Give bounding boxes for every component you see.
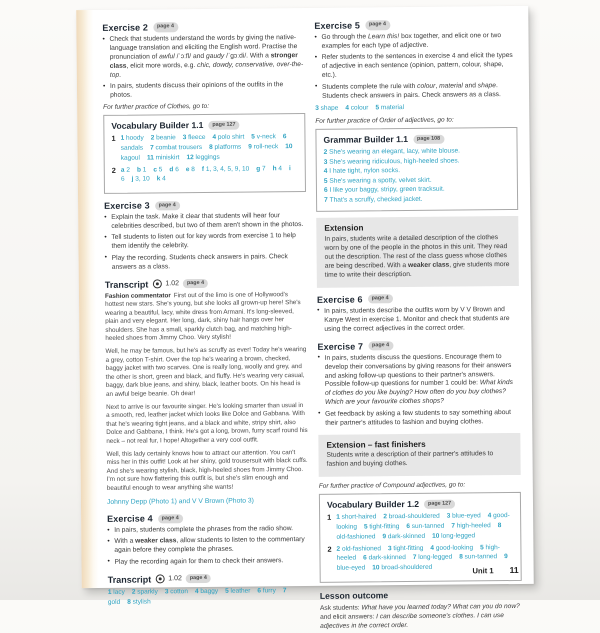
transcript-paragraph: Well, this lady certainly knows how to attract our attention. You can't miss her in this outfit! Look at her shiny, gold trousersuit with black cuffs. And she's wearing stylish, black, high-heeled shoes from Jimmy Choo. I'm not sure how flattering this outfit is, but she's slim enough and beautiful enough to wear anything she wants!	[106, 448, 308, 492]
extension-title: Extension	[324, 223, 364, 234]
grammar-builder-1-1-box	[315, 127, 518, 212]
vocabulary-builder-1-2-heading	[327, 498, 513, 510]
extension-box	[316, 216, 519, 287]
answer-text: tight-fitting	[393, 544, 424, 552]
answer-number: 5	[251, 133, 257, 141]
answer-text: miniskirt	[155, 153, 180, 162]
answer-text: good-looking	[336, 512, 510, 531]
answer-text: dark-skinned	[368, 554, 406, 562]
answer-number: 10	[372, 564, 382, 572]
answer-number: 3	[315, 105, 321, 113]
answer-text: beanie	[156, 134, 176, 142]
extension-fast-finishers-title: Extension – fast finishers	[326, 439, 426, 450]
bullet-item: • Play the recording again for them to check their answers.	[108, 557, 310, 568]
answer-number: 9	[504, 553, 508, 561]
scanned-book-page	[76, 6, 534, 630]
answer-number: 3	[446, 512, 453, 520]
answer-text: 3, 10	[135, 175, 150, 183]
exercise-3-answer: Johnny Depp (Photo 1) and V V Brown (Photo 3)	[106, 497, 254, 506]
answer-text: fleece	[188, 134, 206, 142]
answer-text: kagoul	[120, 154, 140, 162]
answer-line: 7 That's a scruffy, checked jacket.	[324, 195, 423, 204]
page-badge: page 4	[158, 514, 183, 523]
transcript-1-heading	[105, 278, 307, 290]
answer-number: 4	[345, 104, 351, 112]
answer-number: 10	[432, 532, 442, 540]
answer-text: 7	[261, 164, 266, 172]
exercise-5-bullets	[314, 32, 517, 102]
answer-text: gold	[107, 598, 121, 606]
audio-disc-icon	[152, 280, 161, 289]
answer-number: e	[185, 165, 192, 173]
extension-text: In pairs, students write a detailed description of the clothes worn by one of the people in the photos in this unit. They read out the description. The rest of the class guess whose clothes are being described. With a weaker class, give students more time to write their description.	[324, 233, 510, 279]
answer-text: dark-skinned	[387, 532, 426, 540]
answer-number: 8	[459, 553, 465, 561]
exercise-7-title: Exercise 7	[317, 341, 364, 352]
answer-text: long-legged	[441, 532, 476, 540]
grammar-builder-1-1-heading	[323, 133, 509, 145]
exercise-5-title: Exercise 5	[314, 20, 360, 31]
answer-text: material	[380, 104, 405, 112]
answer-number: 11	[146, 154, 156, 162]
vocabulary-builder-1-2-answers	[327, 511, 514, 576]
extension-fast-finishers-text: Students write a description of their partner's attitudes to fashion and buying clothes.	[326, 450, 494, 469]
left-column	[102, 21, 309, 606]
row-number: 1	[327, 513, 332, 523]
row-number: 2	[327, 544, 332, 554]
answer-text: long-legged	[418, 553, 453, 562]
page-badge: page 4	[368, 294, 393, 303]
answer-number: 6	[257, 587, 263, 595]
page-badge: page 4	[186, 574, 211, 583]
page-badge: page 4	[183, 279, 208, 288]
page-badge: page 4	[365, 21, 390, 30]
answer-number: j	[131, 175, 136, 183]
exercise-7-heading	[317, 340, 519, 352]
answer-number: 3	[387, 544, 394, 552]
answer-text: combat trousers	[155, 144, 203, 152]
answer-text: blue-eyed	[336, 564, 366, 572]
answer-text: hoody	[125, 134, 144, 142]
answer-number: 2	[131, 588, 138, 596]
bullet-item: • Play the recording. Students check answers in pairs. Check answers as a class.	[105, 253, 307, 273]
transcript-paragraph: Next to arrive is our favourite singer. He's looking smarter than usual in a smooth, red, leather jacket which looks like Dolce and Gabbana. With that he's wearing tight jeans, and a black and white, stripy shirt, also Dolce and Gabbana, I think. He's got a long, brown, furry scarf round his neck – not real fur, I hope! Altogether a very cool outfit.	[106, 401, 308, 445]
exercise-4-answers	[108, 586, 310, 607]
answer-number: 2	[336, 545, 342, 553]
answer-text: broad-shouldered	[388, 512, 440, 521]
answer-number: 5	[225, 587, 231, 595]
answer-text: 8	[191, 165, 195, 173]
audio-track-number: 1.02	[165, 280, 180, 288]
answer-text: 4	[162, 175, 166, 183]
practice-note-order-of-adjectives: For further practice of Order of adjectives, go to:	[315, 116, 454, 125]
exercise-3-bullets	[104, 212, 307, 273]
answer-text: colour	[350, 104, 369, 112]
bullet-item: • Explain the task. Make it clear that students will hear four celebrities described, but two of them aren't shown in the photos.	[104, 212, 306, 232]
answer-text: leggings	[195, 153, 220, 161]
audio-disc-icon	[155, 575, 164, 584]
answer-number: 5	[375, 104, 381, 112]
answer-number: b	[136, 166, 143, 174]
exercise-3-heading	[104, 199, 306, 211]
answer-number: 1	[107, 588, 114, 596]
transcript-text: First out of the limo is one of Hollywood's hottest new stars. She's young, but she looks all grown-up here! She's wearing a beautiful, lacy, white dress from Armani. It's long-sleeved, plain and very elegant. Her long, dark, shiny hair hangs over her shoulders. She has a small, sparkly clutch bag, and matching high-heeled shoes from Jimmy Choo. Very stylish!	[105, 291, 301, 343]
answer-number: 9	[248, 143, 254, 151]
answer-text: tight-fitting	[369, 523, 400, 531]
row-answers	[336, 511, 513, 542]
transcript-paragraph	[105, 291, 307, 344]
answer-text: 4	[278, 164, 283, 172]
answer-text: shape	[320, 104, 339, 113]
grammar-builder-1-1-title: Grammar Builder 1.1	[323, 134, 409, 145]
vocabulary-builder-1-1-box	[103, 113, 306, 194]
speaker-label: Fashion commentator	[104, 292, 171, 300]
audio-track-number: 1.02	[168, 575, 182, 583]
answer-line: 6 I like your baggy, stripy, green tracksuit.	[323, 185, 445, 195]
bullet-item: • Go through the Learn this! box together, and elicit one or two examples for each type of adjective.	[314, 32, 516, 52]
page-badge: page 4	[155, 201, 180, 210]
page-number: 11	[509, 564, 519, 576]
answer-number: g	[256, 164, 263, 172]
answer-text: 6	[175, 165, 179, 173]
answer-number: f	[201, 165, 206, 173]
bullet-item: • With a weaker class, allow students to listen to the commentary again before they complete the phrases.	[107, 536, 309, 556]
practice-note-clothes: For further practice of Clothes, go to:	[103, 103, 210, 112]
vocabulary-builder-1-1-heading	[111, 119, 297, 131]
answer-line: 3 She's wearing ridiculous, high-heeled shoes.	[323, 157, 460, 166]
lesson-outcome-title: Lesson outcome	[319, 589, 389, 601]
answer-number: 2	[150, 134, 157, 142]
answer-text: sparkly	[137, 588, 158, 596]
answer-number: 4	[194, 587, 201, 595]
answer-text: v-neck	[256, 133, 276, 141]
answer-number: 5	[480, 543, 486, 551]
bullet-item: • In pairs, students complete the phrases from the radio show.	[107, 525, 309, 536]
exercise-5-answers	[315, 102, 517, 114]
row-answers	[121, 164, 298, 185]
answer-number: d	[169, 165, 176, 173]
answer-number: 3	[182, 134, 189, 142]
answer-number: 4	[487, 512, 494, 520]
page-spine-edge	[76, 10, 99, 588]
answer-number: 12	[186, 153, 196, 161]
answer-text: leather	[230, 587, 251, 595]
transcript-paragraph: Well, he may be famous, but he's as scruffy as ever! Today he's wearing a grey, cotton T-shirt. Over the top he's wearing a brown, checked, baggy jacket with two scarves. One is really long, woolly and grey, and the other is short, green and black, and fluffy. He's wearing very casual, baggy, dark blue jeans, and shiny, black, leather boots. On his head is an awful beige beanie. Oh dear!	[105, 346, 307, 398]
page-badge: page 127	[208, 120, 239, 129]
answer-text: old-fashioned	[336, 533, 376, 541]
exercise-7-bullets	[318, 353, 521, 429]
answer-text: roll-neck	[253, 143, 279, 151]
transcript-2-heading	[108, 573, 310, 585]
answer-text: polo shirt	[217, 133, 245, 142]
answer-text: cotton	[170, 588, 188, 596]
bullet-item: • Get feedback by asking a few students to say something about their partner's attitudes to fashion and buying clothes.	[318, 409, 520, 429]
answer-number: 6	[282, 133, 287, 141]
answer-number: 9	[382, 532, 388, 541]
exercise-6-bullets	[317, 306, 519, 335]
row-answers	[121, 132, 298, 163]
answer-number: c	[153, 165, 159, 173]
answer-text: 2	[126, 166, 130, 174]
bullet-item: • Check that students understand the words by giving the native-language translation and eliciting the English word. Practise the pronunciation of awful /ˈɔːfl/ and gaudy /ˈɡɔːdi/. With a stronger class, elicit more words, e.g. chic, dowdy, conservative, over-the-top.	[102, 34, 304, 81]
answer-text: 6	[120, 176, 125, 184]
exercise-2-bullets	[102, 34, 305, 101]
answer-text: 1	[142, 166, 147, 174]
bullet-item: • Refer students to the sentences in exercise 4 and elicit the types of adjective in each sentence (opinion, pattern, colour, shape, etc.).	[315, 52, 517, 81]
page-badge: page 127	[424, 499, 455, 508]
answer-line: 2 She's wearing an elegant, lacy, white blouse.	[323, 147, 461, 156]
exercise-3-title: Exercise 3	[104, 200, 150, 211]
answer-number: 6	[363, 554, 369, 562]
row-number: 1	[111, 134, 116, 144]
extension-fast-finishers-box	[318, 433, 520, 477]
answer-number: 4	[212, 134, 218, 142]
answer-row	[111, 132, 297, 163]
answer-number: 8	[209, 143, 215, 151]
answer-text: furry	[262, 587, 276, 595]
page-badge: page 108	[413, 134, 444, 143]
answer-text: sun-tanned	[464, 553, 498, 561]
answer-text: short-haired	[341, 513, 377, 521]
grammar-builder-1-1-answers	[324, 146, 511, 205]
answer-text: baggy	[200, 587, 219, 595]
answer-number: 8	[127, 598, 133, 606]
answer-number: 10	[285, 143, 293, 151]
bullet-item: • In pairs, students discuss the questions. Encourage them to develop their conversations by giving reasons for their answers and asking follow-up questions to their partner's answers. Possible follow-up questions for number 1 could be: What kinds of clothes do you like buying? How often do you buy clothes? Which are your favourite clothes shops?	[318, 353, 521, 409]
answer-number: 4	[430, 544, 436, 552]
bullet-item: • Students complete the rule with colour, material and shape. Students check answers in pairs. Check answers as a class.	[315, 82, 517, 102]
bullet-item: • In pairs, students describe the outfits worn by V V Brown and Kanye West in exercise 1. Monitor and check that students are using the correct adjectives in the correct order.	[317, 306, 519, 335]
answer-number: 7	[451, 522, 457, 530]
practice-note-compound-adjectives: For further practice of Compound adjectives, go to:	[318, 481, 466, 491]
answer-line: 4 I hate tight, nylon socks.	[323, 167, 401, 175]
answer-number: 1	[120, 134, 127, 143]
answer-text: platforms	[214, 143, 242, 151]
answer-number: k	[156, 175, 163, 183]
page-badge: page 4	[153, 23, 178, 32]
answer-number: 7	[150, 144, 156, 152]
vocabulary-builder-1-1-answers	[111, 132, 297, 185]
answer-text: high-heeled	[456, 522, 491, 530]
answer-text: 5	[158, 165, 163, 173]
exercise-4-heading	[107, 512, 309, 524]
answer-number: 7	[282, 587, 287, 595]
lesson-outcome-text: Ask students: What have you learned today? What can you do now? and elicit answers: I can describe someone's clothes. I can use adjectives in the correct order.	[319, 602, 520, 630]
transcript-1-title: Transcript	[104, 279, 149, 290]
answer-text: good-looking	[435, 543, 474, 552]
exercise-2-title: Exercise 2	[102, 22, 149, 33]
vocabulary-builder-1-2-title: Vocabulary Builder 1.2	[326, 499, 420, 511]
answer-text: blue-eyed	[452, 512, 481, 520]
answer-number: a	[120, 166, 127, 174]
answer-line: 5 She's wearing a spotty, velvet skirt.	[323, 176, 432, 185]
bullet-item: • In pairs, students discuss their opinions of the outfits in the photos.	[103, 81, 305, 101]
transcript-2-title: Transcript	[107, 574, 152, 585]
exercise-2-heading	[102, 21, 304, 33]
answer-text: broad-shouldered	[381, 563, 433, 572]
answer-number: 7	[412, 554, 419, 562]
answer-number: 5	[363, 523, 370, 531]
answer-row	[327, 511, 513, 542]
exercise-6-title: Exercise 6	[316, 294, 363, 305]
exercise-5-heading	[314, 19, 516, 31]
page-badge: page 4	[368, 341, 393, 350]
exercise-4-title: Exercise 4	[107, 513, 153, 524]
bullet-item: • Tell students to listen out for key words from exercise 1 to help them identify the celebrity.	[104, 232, 306, 252]
answer-number: 3	[164, 588, 171, 596]
answer-number: i	[288, 164, 291, 172]
page-footer	[472, 565, 518, 575]
answer-text: lacy	[113, 588, 125, 596]
answer-number: 8	[497, 522, 502, 530]
exercise-4-bullets	[107, 525, 309, 568]
answer-row	[112, 164, 298, 185]
row-number: 2	[111, 165, 116, 175]
answer-text: sandals	[120, 144, 144, 152]
unit-label: Unit 1	[472, 566, 494, 576]
answer-number: 2	[383, 513, 389, 521]
answer-text: stylish	[132, 598, 151, 606]
answer-text: high-heeled	[336, 543, 500, 562]
answer-number: h	[272, 164, 279, 172]
exercise-6-heading	[317, 293, 519, 305]
answer-text: 1, 3, 4, 5, 9, 10	[205, 165, 250, 173]
answer-text: old-fashioned	[341, 544, 382, 553]
answer-number: 6	[406, 522, 412, 531]
answer-number: 1	[336, 513, 342, 521]
answer-text: sun-tanned	[411, 522, 445, 530]
vocabulary-builder-1-1-title: Vocabulary Builder 1.1	[111, 120, 204, 132]
